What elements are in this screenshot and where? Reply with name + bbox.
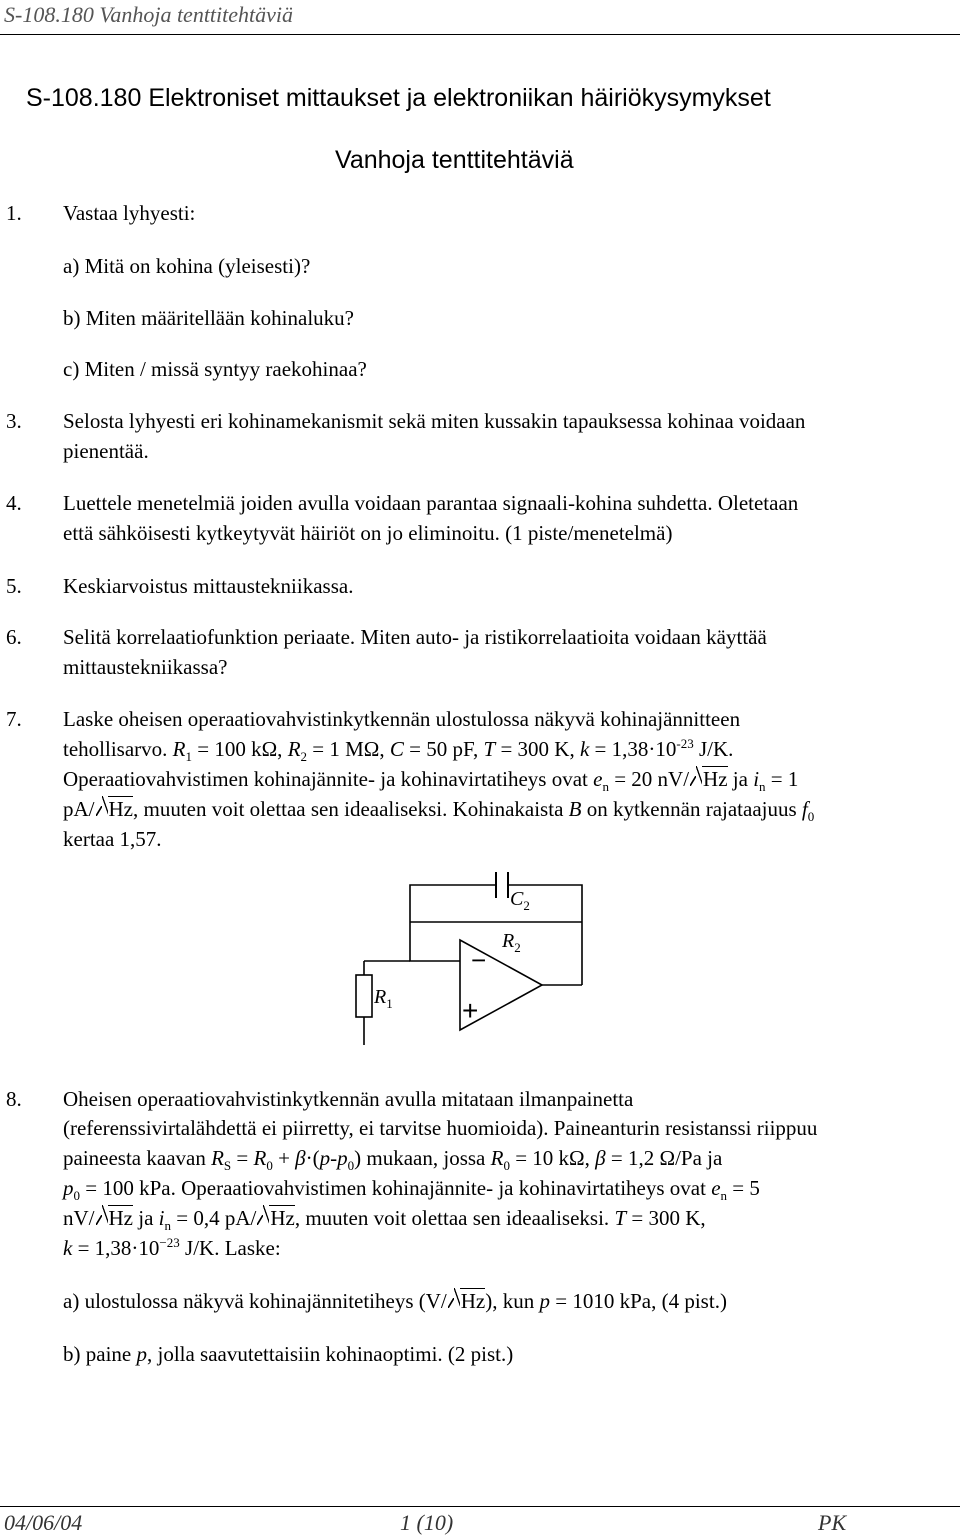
q4-line2: että sähköisesti kytkeytyvät häiriöt on jo eliminoitu. (1 piste/menetelmä)	[63, 521, 673, 545]
c2-wire	[410, 885, 582, 985]
header-rule	[0, 34, 960, 35]
q8-line6: $k = 1,38\cdot 10^{-23}$ J/K. Laske:	[63, 1235, 281, 1260]
r1-body	[356, 975, 372, 1017]
q6-number: 6.	[6, 625, 22, 649]
q8-line4: $p_0 = 100$ kPa. Operaatiovahvistimen kohinajännite- ja kohinavirtatiheys ovat $e_n = 5$	[63, 1176, 760, 1204]
r2-label: $R_2$	[502, 930, 521, 955]
q8-line5: nV/ Hz ja $i_n = 0,4$ pA/ Hz, muuten voit olettaa sen ideaaliseksi. T = 300 K,	[63, 1203, 706, 1233]
footer-author: PK	[818, 1510, 847, 1535]
q8-part-a: a) ulostulossa näkyvä kohinajännitetiheys (V/ Hz), kun p = 1010 kPa, (4 pist.)	[63, 1286, 727, 1316]
q7-line3: Operaatiovahvistimen kohinajännite- ja kohinavirtatiheys ovat $e_n = 20$ nV/ Hz ja $i_n = 1$	[63, 764, 798, 794]
q8-number: 8.	[6, 1087, 22, 1111]
q8-line1: Oheisen operaatiovahvistinkytkennän avulla mitataan ilmanpainetta	[63, 1087, 634, 1111]
q1-number: 1.	[6, 201, 22, 225]
opamp-plus-sign: +	[462, 995, 479, 1026]
q7-line1: Laske oheisen operaatiovahvistinkytkennän ulostulossa näkyvä kohinajännitteen	[63, 707, 741, 731]
q5-number: 5.	[6, 574, 22, 598]
q6-line1: Selitä korrelaatiofunktion periaate. Miten auto- ja ristikorrelaatioita voidaan käyttää	[63, 625, 767, 649]
q1-c: c) Miten / missä syntyy raekohinaa?	[63, 357, 367, 381]
c2-label: $C_2$	[510, 888, 530, 913]
q8-line2: (referenssivirtalähdettä ei piirretty, ei tarvitse huomioida). Paineanturin resistanssi riippuu	[63, 1116, 818, 1140]
q4-line1: Luettele menetelmiä joiden avulla voidaan parantaa signaali-kohina suhdetta. Oletetaan	[63, 491, 799, 515]
running-header: S-108.180 Vanhoja tenttitehtäviä	[4, 2, 294, 27]
q3-number: 3.	[6, 409, 22, 433]
q1-text: Vastaa lyhyesti:	[63, 201, 196, 225]
q7-number: 7.	[6, 707, 22, 731]
r2-to-input	[410, 922, 460, 961]
page-subtitle: Vanhoja tenttitehtäviä	[335, 146, 574, 174]
footer-date: 04/06/04	[4, 1510, 83, 1535]
q3-line2: pienentää.	[63, 439, 149, 463]
opamp-minus-sign: −	[471, 945, 487, 975]
r1-label: $R_1$	[374, 986, 393, 1011]
footer-page-number: 1 (10)	[400, 1510, 454, 1535]
q6-line2: mittaustekniikassa?	[63, 655, 228, 679]
q1-b: b) Miten määritellään kohinaluku?	[63, 306, 354, 330]
page-title: S-108.180 Elektroniset mittaukset ja elektroniikan häiriökysymykset	[26, 84, 771, 112]
q1-a: a) Mitä on kohina (yleisesti)?	[63, 254, 311, 278]
q8-part-b: b) paine p, jolla saavutettaisiin kohinaoptimi. (2 pist.)	[63, 1342, 514, 1366]
q8-line3: paineesta kaavan $R_S = R_0 + \beta\cdot(p-p_0)$ mukaan, jossa $R_0 = 10$ kΩ, β = 1,2 Ω/Pa ja	[63, 1146, 723, 1174]
q5-text: Keskiarvoistus mittaustekniikassa.	[63, 574, 354, 598]
q7-line2: tehollisarvo. $R_1 = 100$ kΩ, $R_2 = 1$ MΩ, C = 50 pF, T = 300 K, $k = 1,38\cdot 10^{-23}$ J/K.	[63, 736, 734, 765]
q7-line5: kertaa 1,57.	[63, 827, 162, 851]
q4-number: 4.	[6, 491, 22, 515]
q3-line1: Selosta lyhyesti eri kohinamekanismit sekä miten kussakin tapauksessa kohinaa voidaan	[63, 409, 806, 433]
q7-line4: pA/ Hz, muuten voit olettaa sen ideaaliseksi. Kohinakaista B on kytkennän rajataajuus $f_0$	[63, 794, 814, 824]
footer-rule	[0, 1506, 960, 1507]
